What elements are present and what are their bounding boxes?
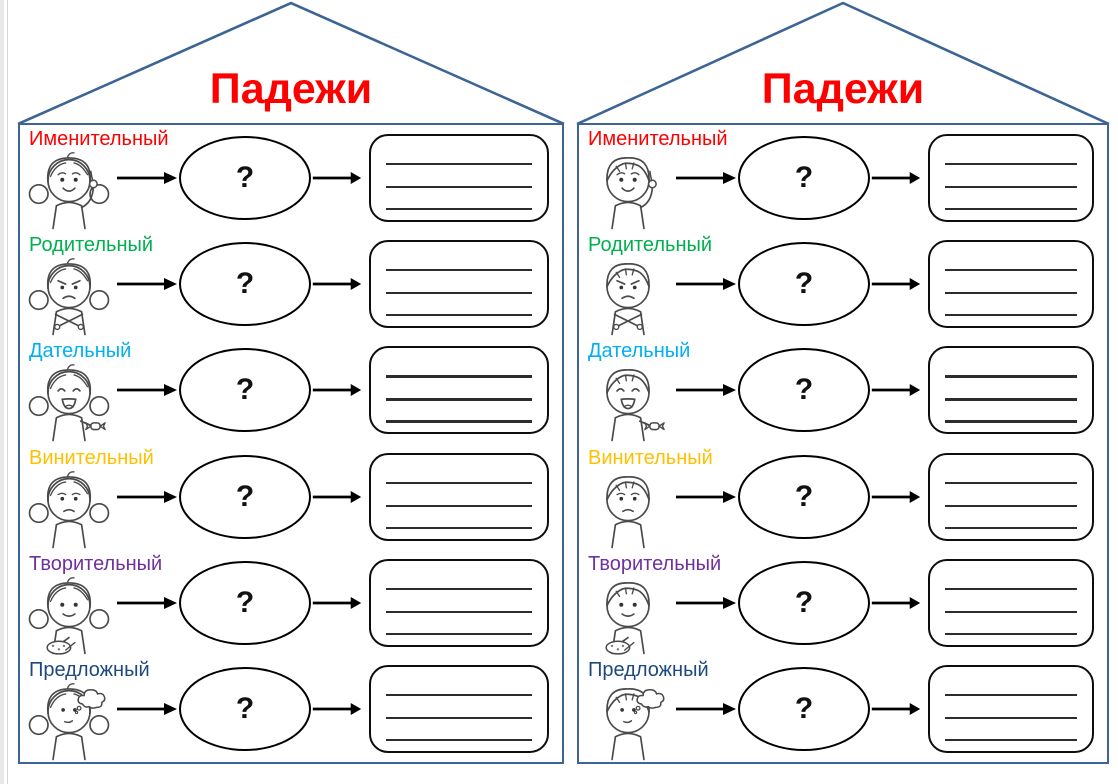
case-label-dative: Дательный xyxy=(588,340,691,363)
answer-line xyxy=(945,505,1077,507)
answer-line xyxy=(945,420,1077,422)
arrow-icon xyxy=(312,171,362,185)
case-row-prepositional xyxy=(579,656,1107,762)
case-row-instrumental xyxy=(579,550,1107,656)
arrow-icon xyxy=(675,490,737,504)
page-edge-line xyxy=(7,0,8,784)
answer-box xyxy=(928,453,1094,541)
boy-holding-paint-palette-illustration xyxy=(583,572,673,656)
answer-line xyxy=(386,633,532,635)
answer-line xyxy=(945,527,1077,529)
question-ellipse xyxy=(738,242,870,326)
question-ellipse xyxy=(179,348,311,432)
answer-line xyxy=(945,482,1077,484)
arrow-icon xyxy=(116,702,178,716)
arrow-icon xyxy=(116,383,178,397)
arrow-icon xyxy=(871,490,921,504)
case-row-instrumental xyxy=(20,550,562,656)
question-ellipse xyxy=(179,667,311,751)
answer-line xyxy=(386,398,532,400)
answer-line xyxy=(945,269,1077,271)
answer-line xyxy=(386,375,532,377)
question-mark: ? xyxy=(794,161,814,195)
boy-thinking-bubble-illustration xyxy=(583,678,673,762)
answer-box xyxy=(928,240,1094,328)
question-mark: ? xyxy=(235,267,255,301)
arrow-icon xyxy=(312,702,362,716)
answer-line xyxy=(386,269,532,271)
question-mark: ? xyxy=(794,691,814,725)
question-ellipse xyxy=(179,242,311,326)
girl-thinking-bubble-illustration xyxy=(24,678,114,762)
answer-line xyxy=(945,588,1077,590)
answer-line xyxy=(386,739,532,741)
answer-line xyxy=(386,482,532,484)
arrow-icon xyxy=(675,171,737,185)
answer-line xyxy=(386,208,532,210)
answer-line xyxy=(945,398,1077,400)
arrow-icon xyxy=(871,277,921,291)
case-row-accusative xyxy=(579,444,1107,550)
arrow-icon xyxy=(675,383,737,397)
boy-refusing-crossed-arms-illustration xyxy=(583,253,673,337)
answer-line xyxy=(945,375,1077,377)
answer-line xyxy=(386,186,532,188)
girl-holding-paint-palette-illustration xyxy=(24,572,114,656)
case-row-dative xyxy=(20,337,562,443)
arrow-icon xyxy=(312,490,362,504)
question-ellipse xyxy=(738,561,870,645)
arrow-icon xyxy=(312,383,362,397)
case-label-nominative: Именительный xyxy=(588,128,728,150)
answer-line xyxy=(386,611,532,613)
answer-box xyxy=(369,453,549,541)
case-label-accusative: Винительный xyxy=(588,446,713,469)
arrow-icon xyxy=(675,277,737,291)
case-label-nominative: Именительный xyxy=(29,128,169,150)
answer-line xyxy=(945,694,1077,696)
boy-sad-illustration xyxy=(583,466,673,550)
girl-laughing-with-candy-illustration xyxy=(24,359,114,443)
question-mark: ? xyxy=(794,585,814,619)
case-row-prepositional xyxy=(20,656,562,762)
answer-box xyxy=(928,559,1094,647)
arrow-icon xyxy=(116,171,178,185)
house-title: Падежи xyxy=(209,65,373,113)
answer-line xyxy=(386,420,532,422)
arrow-icon xyxy=(116,490,178,504)
case-label-genitive: Родительный xyxy=(29,234,154,257)
arrow-icon xyxy=(871,596,921,610)
answer-box xyxy=(369,346,549,434)
case-row-nominative xyxy=(20,125,562,231)
boy-laughing-with-candy-illustration xyxy=(583,359,673,443)
case-row-genitive xyxy=(20,231,562,337)
case-label-instrumental: Творительный xyxy=(588,552,722,575)
case-row-accusative xyxy=(20,444,562,550)
case-row-nominative xyxy=(579,125,1107,231)
answer-line xyxy=(945,314,1077,316)
case-label-dative: Дательный xyxy=(29,340,132,363)
answer-line xyxy=(945,208,1077,210)
answer-line xyxy=(386,694,532,696)
case-label-accusative: Винительный xyxy=(29,446,154,469)
arrow-icon xyxy=(675,702,737,716)
question-mark: ? xyxy=(794,267,814,301)
question-ellipse xyxy=(738,455,870,539)
answer-line xyxy=(386,588,532,590)
question-mark: ? xyxy=(235,691,255,725)
house-title: Падежи xyxy=(761,65,925,113)
arrow-icon xyxy=(871,702,921,716)
girl-sad-illustration xyxy=(24,466,114,550)
arrow-icon xyxy=(871,383,921,397)
boy-pointing-up-illustration xyxy=(583,147,673,231)
case-label-genitive: Родительный xyxy=(588,234,713,257)
case-row-genitive xyxy=(579,231,1107,337)
question-mark: ? xyxy=(794,479,814,513)
answer-line xyxy=(386,163,532,165)
case-label-prepositional: Предложный xyxy=(588,658,709,681)
question-mark: ? xyxy=(235,585,255,619)
page-edge-strip xyxy=(0,0,4,784)
answer-box xyxy=(369,134,549,222)
question-ellipse xyxy=(179,561,311,645)
question-ellipse xyxy=(179,455,311,539)
answer-line xyxy=(386,717,532,719)
cases-house-girl xyxy=(18,0,564,784)
girl-refusing-crossed-arms-illustration xyxy=(24,253,114,337)
answer-box xyxy=(928,346,1094,434)
answer-line xyxy=(945,186,1077,188)
answer-line xyxy=(386,505,532,507)
question-ellipse xyxy=(738,348,870,432)
question-ellipse xyxy=(179,136,311,220)
case-label-instrumental: Творительный xyxy=(29,552,163,575)
girl-pointing-up-illustration xyxy=(24,147,114,231)
answer-line xyxy=(945,739,1077,741)
answer-line xyxy=(386,314,532,316)
answer-box xyxy=(369,240,549,328)
arrow-icon xyxy=(116,277,178,291)
question-mark: ? xyxy=(235,479,255,513)
answer-box xyxy=(369,665,549,753)
question-ellipse xyxy=(738,667,870,751)
arrow-icon xyxy=(675,596,737,610)
answer-line xyxy=(945,292,1077,294)
arrow-icon xyxy=(312,596,362,610)
cases-house-boy xyxy=(577,0,1109,784)
question-mark: ? xyxy=(235,373,255,407)
answer-line xyxy=(945,163,1077,165)
answer-box xyxy=(369,559,549,647)
arrow-icon xyxy=(871,171,921,185)
case-row-dative xyxy=(579,337,1107,443)
answer-line xyxy=(945,633,1077,635)
answer-line xyxy=(386,292,532,294)
question-ellipse xyxy=(738,136,870,220)
question-mark: ? xyxy=(794,373,814,407)
arrow-icon xyxy=(312,277,362,291)
answer-line xyxy=(386,527,532,529)
question-mark: ? xyxy=(235,161,255,195)
house-body xyxy=(18,123,564,764)
house-body xyxy=(577,123,1109,764)
answer-box xyxy=(928,134,1094,222)
answer-line xyxy=(945,611,1077,613)
answer-box xyxy=(928,665,1094,753)
answer-line xyxy=(945,717,1077,719)
arrow-icon xyxy=(116,596,178,610)
case-label-prepositional: Предложный xyxy=(29,658,150,681)
